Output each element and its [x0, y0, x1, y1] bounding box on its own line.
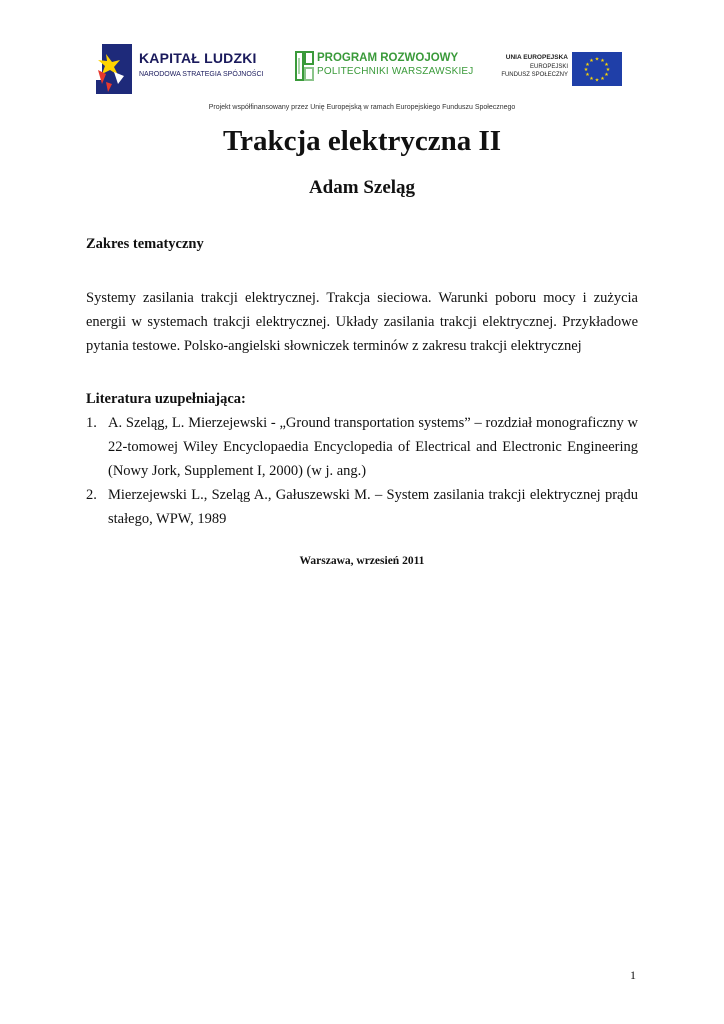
header-logos	[92, 40, 622, 100]
cofinancing-note: Projekt współfinansowany przez Unię Europejską w ramach Europejskiego Funduszu Społecznego	[208, 104, 516, 111]
scope-heading: Zakres tematyczny	[86, 236, 204, 252]
document-author: Adam Szeląg	[308, 177, 416, 198]
svg-text:★: ★	[604, 62, 609, 68]
literature-heading: Literatura uzupełniająca:	[86, 391, 246, 407]
eu-line2: EUROPEJSKI	[529, 63, 568, 70]
program-rozwojowy-line1: PROGRAM ROZWOJOWY	[317, 52, 459, 64]
page-number: 1	[630, 968, 636, 982]
eu-logo-text	[501, 54, 568, 80]
eu-line1: UNIA EUROPEJSKA	[505, 54, 568, 61]
literature-item	[86, 411, 638, 483]
svg-text:★: ★	[604, 72, 609, 78]
svg-text:★: ★	[600, 76, 605, 82]
kapital-ludzki-subtitle: NARODOWA STRATEGIA SPÓJNOŚCI	[139, 71, 264, 78]
kapital-ludzki-title: KAPITAŁ LUDZKI	[139, 50, 257, 66]
document-body	[86, 232, 638, 531]
literature-list	[86, 411, 638, 531]
place-date: Warszawa, wrzesień 2011	[299, 555, 425, 567]
scope-paragraph: Systemy zasilania trakcji elektrycznej. Trakcja sieciowa. Warunki poboru mocy i zużycia energii w systemach trakcji elektrycznej. Układy zasilania trakcji elektrycznej. Przykładowe pytania testowe. Polsko-angielski słowniczek terminów z zakresu trakcji elektrycznej	[86, 290, 638, 354]
literature-item-number: 2.	[86, 487, 97, 503]
program-rozwojowy-emblem-icon	[295, 50, 315, 82]
svg-text:★: ★	[583, 67, 589, 73]
svg-text:★: ★	[589, 58, 594, 64]
literature-item-text: A. Szeląg, L. Mierzejewski - „Ground transportation systems” – rozdział monograficzny w 22-tomowej Wiley Encyclopaedia Encyclopedia of Electrical and Electronic Engineering (Nowy Jork, Supplement I, 2000) (w j. ang.)	[108, 415, 638, 479]
svg-text:★: ★	[600, 58, 605, 64]
svg-text:★: ★	[594, 56, 600, 63]
svg-text:★: ★	[605, 67, 611, 73]
svg-text:★: ★	[594, 77, 600, 84]
kapital-ludzki-emblem-icon	[92, 40, 136, 98]
eu-flag-icon	[572, 52, 622, 86]
literature-item-number: 1.	[86, 415, 97, 431]
program-rozwojowy-logo	[295, 50, 474, 90]
program-rozwojowy-line2: POLITECHNIKI WARSZAWSKIEJ	[317, 66, 474, 77]
svg-text:★: ★	[585, 72, 590, 78]
literature-item-text: Mierzejewski L., Szeląg A., Gałuszewski M. – System zasilania trakcji elektrycznej prądu stałego, WPW, 1989	[108, 487, 638, 527]
eu-line3: FUNDUSZ SPOŁECZNY	[501, 72, 568, 78]
svg-text:★: ★	[589, 76, 594, 82]
eu-logo	[484, 52, 622, 92]
svg-text:★: ★	[585, 62, 590, 68]
literature-item	[86, 483, 638, 531]
kapital-ludzki-logo	[92, 40, 262, 98]
document-title: Trakcja elektryczna II	[222, 125, 502, 157]
